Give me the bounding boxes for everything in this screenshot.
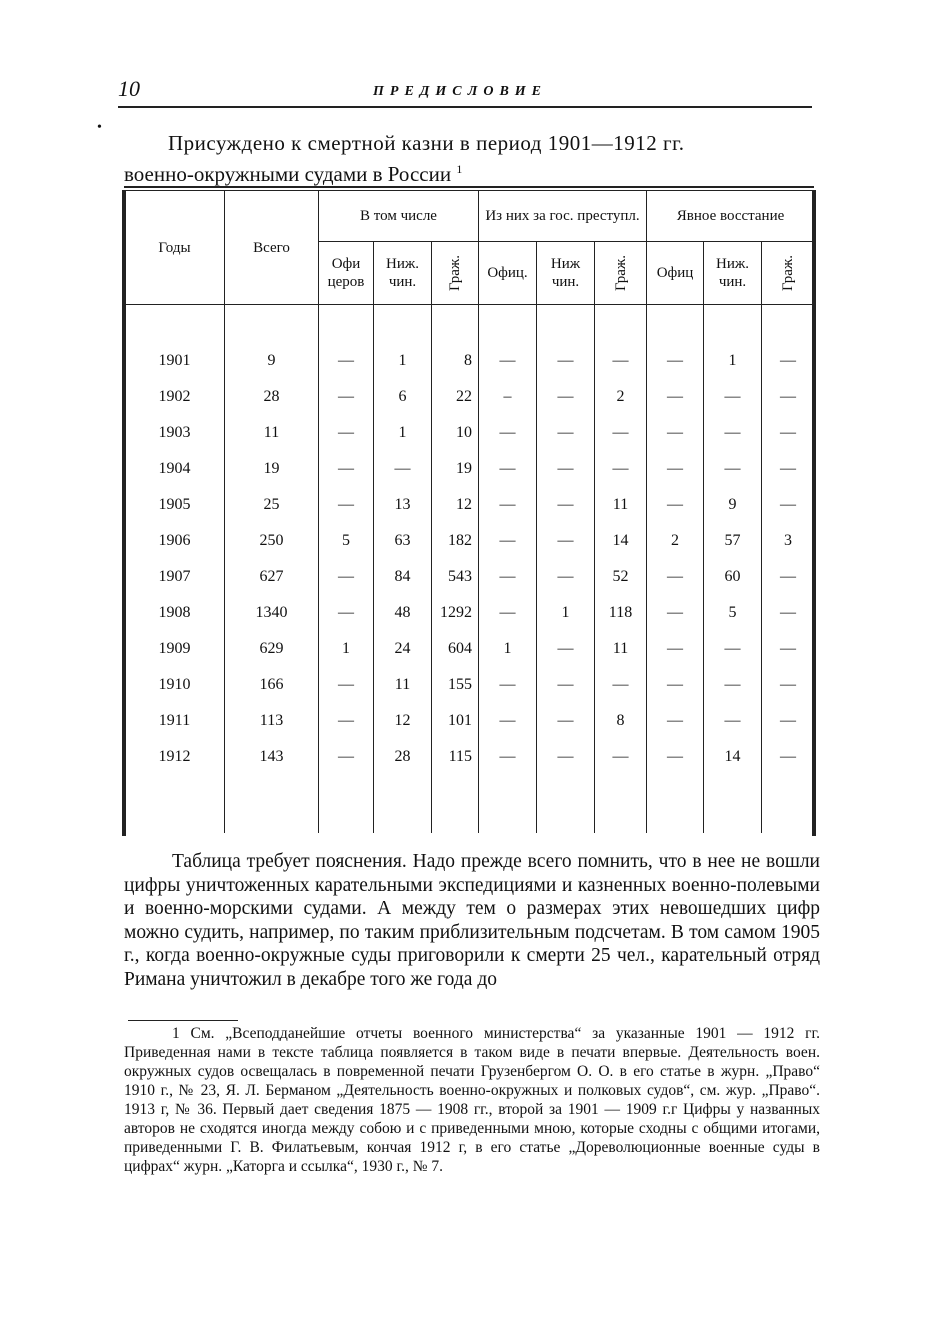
header-g3-officers: Офиц [647,242,704,305]
executions-table [124,190,815,833]
table-cell: 250 [225,523,319,559]
table-spacer-row [125,305,815,344]
table-cell: 52 [595,559,647,595]
cell-year: 1911 [125,703,225,739]
header-g2-civilians-text: Граж. [612,255,629,291]
header-g3-lower-ranks: Ниж. чин. [704,242,762,305]
table-cell: 543 [432,559,479,595]
table-cell: 1 [319,631,374,667]
table-cell: 19 [432,451,479,487]
table-cell: — [762,379,815,415]
table-cell: 2 [595,379,647,415]
cell-year: 1906 [125,523,225,559]
table-cell: 63 [374,523,432,559]
cell-year: 1912 [125,739,225,775]
table-row [125,739,815,775]
table-cell: 11 [595,487,647,523]
table-cell: — [537,667,595,703]
table-cell: — [595,415,647,451]
table-cell: 24 [374,631,432,667]
table-cell: 11 [225,415,319,451]
table-cell: — [537,379,595,415]
table-row [125,415,815,451]
table-cell: — [319,739,374,775]
table-cell: — [647,379,704,415]
cell-year: 1905 [125,487,225,523]
page-number: 10 [118,76,140,101]
table-row [125,631,815,667]
table-cell: — [319,667,374,703]
table-cell: — [762,595,815,631]
table-cell: 3 [762,523,815,559]
header-g3-civilians-text: Граж. [780,255,796,291]
table-cell: — [647,667,704,703]
table-cell: 1340 [225,595,319,631]
table-body [125,305,815,834]
table-cell: — [479,415,537,451]
table-cell: — [479,343,537,379]
cell-year: 1909 [125,631,225,667]
table-cell: 28 [374,739,432,775]
table-cell: — [595,451,647,487]
running-title: ПРЕДИСЛОВИЕ [373,84,548,99]
table-cell: 6 [374,379,432,415]
table-cell: 166 [225,667,319,703]
table-cell: 5 [319,523,374,559]
table-cell: — [537,343,595,379]
table-cell: 627 [225,559,319,595]
table-cell: — [762,667,815,703]
table-row [125,343,815,379]
table-row [125,487,815,523]
table-cell: — [537,487,595,523]
table-cell: — [647,343,704,379]
table-cell: 101 [432,703,479,739]
header-group-including: В том числе [319,191,479,242]
table-cell: — [319,415,374,451]
table-cell: — [704,667,762,703]
caption-line-2-text: военно-окружными судами в России [124,162,452,186]
table-cell: 2 [647,523,704,559]
table-cell: — [762,703,815,739]
table-cell: 182 [432,523,479,559]
table-cell: 48 [374,595,432,631]
table-cell: — [762,559,815,595]
table-cell: 11 [595,631,647,667]
table-row [125,559,815,595]
table-cell: 155 [432,667,479,703]
cell-year: 1907 [125,559,225,595]
header-group-political: Из них за гос. преступл. [479,191,647,242]
table-top-rule [124,186,814,188]
table-cell: — [319,487,374,523]
table-cell: 8 [432,343,479,379]
table-cell: 1 [374,343,432,379]
table-cell: 84 [374,559,432,595]
table-cell: 113 [225,703,319,739]
table-cell: — [537,523,595,559]
footnote-text: 1 См. „Всеподданейшие отчеты военного министерства“ за указанные 1901 — 1912 гг. Приведенная нами в тексте таблица появляется в таком виде в печати впервые. Деятельность воен. окружных судов освещалась в повременной печати Грузенбергом О. О. в его статье в журн. „Право“ 1910 г., № 23, Я. Л. Берманом „Деятельность военно-окружных и полковых судов“, см. жур. „Право“. 1913 г, № 36. Первый дает сведения 1875 — 1908 гг., второй за 1901 — 1909 г.г Цифры у названных авторов не сходятся иногда между собою и с приведенными мною, которые сходны с общими итогами, приведенными Г. В. Филатьевым, кончая 1912 г, в его статье „Дореволюционные военные суды в цифрах“ журн. „Каторга и ссылка“, 1930 г., № 7. [124,1025,820,1175]
statistics-table-wrapper [124,190,814,833]
table-cell: 8 [595,703,647,739]
table-cell: 629 [225,631,319,667]
table-cell: 118 [595,595,647,631]
table-cell: — [647,739,704,775]
table-row [125,703,815,739]
table-cell: 115 [432,739,479,775]
table-cell: — [762,343,815,379]
table-cell: — [595,667,647,703]
margin-dot: • [97,120,102,135]
table-cell: — [319,451,374,487]
header-g1-lower-ranks: Ниж. чин. [374,242,432,305]
table-cell: 14 [595,523,647,559]
body-paragraph: Таблица требует пояснения. Надо прежде всего помнить, что в нее не вошли цифры уничтоженных карательными экспедициями и казненных военно-полевыми и военно-морскими судами. А между тем о размерах этих невошедших цифр можно судить, например, по таким приблизительным подсчетам. В том самом 1905 г., когда военно-окружные суды приговорили к смерти 25 чел., карательный отряд Римана уничтожил в декабре того же года до [124,851,820,990]
table-cell: — [762,739,815,775]
table-cell: 12 [432,487,479,523]
table-cell: — [647,703,704,739]
table-cell: 1292 [432,595,479,631]
table-cell: — [704,631,762,667]
table-cell: — [762,415,815,451]
header-g2-officers: Офиц. [479,242,537,305]
table-cell: — [704,703,762,739]
table-cell: — [537,559,595,595]
cell-year: 1901 [125,343,225,379]
table-cell: — [762,487,815,523]
table-cell: — [537,451,595,487]
table-cell: 14 [704,739,762,775]
caption-line-1: Присуждено к смертной казни в период 1901—1912 гг. [168,131,685,155]
header-total: Всего [225,191,319,305]
table-cell: 11 [374,667,432,703]
table-cell: — [647,595,704,631]
table-cell: — [479,595,537,631]
table-caption [124,130,814,187]
cell-year: 1910 [125,667,225,703]
caption-footnote-mark: 1 [456,162,463,176]
table-row [125,667,815,703]
table-cell: 1 [374,415,432,451]
table-row [125,523,815,559]
table-row [125,379,815,415]
table-cell: — [479,559,537,595]
table-cell: 25 [225,487,319,523]
table-cell: — [537,415,595,451]
table-cell: — [319,559,374,595]
table-cell: — [762,451,815,487]
cell-year: 1903 [125,415,225,451]
table-cell: — [647,487,704,523]
table-cell: 1 [537,595,595,631]
header-g1-officers: Офи церов [319,242,374,305]
body-text [124,850,820,991]
table-cell: 1 [479,631,537,667]
table-cell: 604 [432,631,479,667]
table-cell: — [704,379,762,415]
table-cell: — [537,739,595,775]
table-cell: — [374,451,432,487]
table-cell: 5 [704,595,762,631]
table-cell: — [595,739,647,775]
table-cell: — [319,703,374,739]
footnote-rule [128,1020,238,1021]
table-cell: — [647,451,704,487]
footnote [124,1024,820,1176]
table-cell: — [479,487,537,523]
table-cell: 19 [225,451,319,487]
cell-year: 1904 [125,451,225,487]
header-group-uprising: Явное восстание [647,191,815,242]
table-cell: 57 [704,523,762,559]
table-cell: — [319,379,374,415]
table-cell: — [319,595,374,631]
table-cell: 10 [432,415,479,451]
table-cell: 1 [704,343,762,379]
header-g2-civilians [595,242,647,305]
table-cell: — [537,703,595,739]
table-cell: — [479,739,537,775]
page-header [118,76,812,108]
table-cell: — [704,415,762,451]
table-cell: — [762,631,815,667]
table-cell: — [704,451,762,487]
table-cell: 9 [704,487,762,523]
table-cell: – [479,379,537,415]
table-cell: 60 [704,559,762,595]
table-cell: — [479,703,537,739]
table-cell: — [647,559,704,595]
table-cell: — [479,523,537,559]
table-cell: 28 [225,379,319,415]
table-cell: — [647,415,704,451]
table-cell: — [319,343,374,379]
table-cell: 9 [225,343,319,379]
header-g3-civilians [762,242,815,305]
table-cell: — [595,343,647,379]
table-cell: 143 [225,739,319,775]
header-years: Годы [125,191,225,305]
cell-year: 1902 [125,379,225,415]
header-g2-lower-ranks: Ниж чин. [537,242,595,305]
header-g1-civilians-text: Граж. [447,255,463,291]
table-cell: 13 [374,487,432,523]
table-row [125,451,815,487]
header-g1-civilians [432,242,479,305]
table-cell: — [647,631,704,667]
table-tail-row [125,775,815,833]
table-row [125,595,815,631]
table-cell: — [479,667,537,703]
table-cell: 12 [374,703,432,739]
cell-year: 1908 [125,595,225,631]
table-cell: — [537,631,595,667]
caption-line-2 [124,156,814,187]
table-cell: — [479,451,537,487]
table-cell: 22 [432,379,479,415]
